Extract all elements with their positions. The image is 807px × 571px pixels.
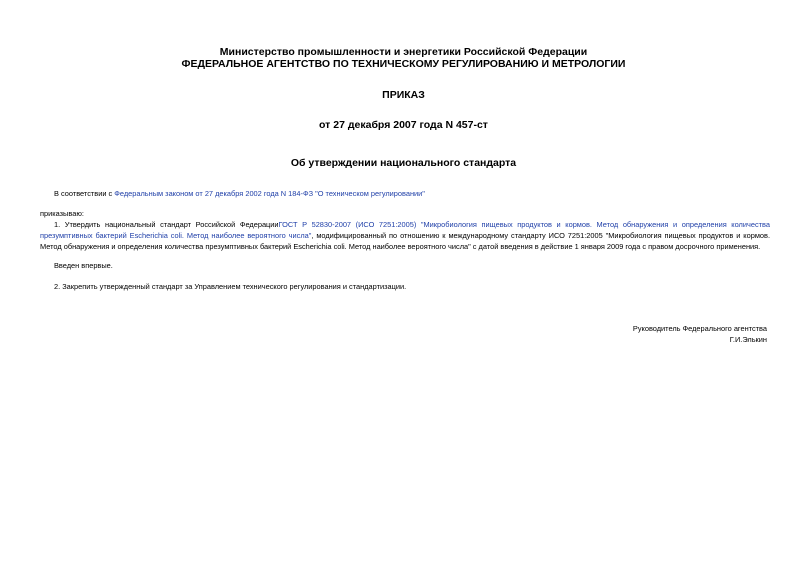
item1-suffix: , модифицированный по отношению к международному стандарту ИСО 7251:2005 "Микробиология пищевых продуктов и кормов. Метод обнаружения и определения количества презумптивных бактерий Escherichia coli. Метод наиболее вероятного числа" с датой введения в действие 1 января 2009 года с правом досрочного применения.: [40, 231, 770, 251]
federal-law-link[interactable]: Федеральным законом от 27 декабря 2002 года N 184-ФЗ "О техническом регулировании": [114, 189, 425, 198]
signatory-title: Руководитель Федерального агентства: [632, 324, 767, 333]
standard-link[interactable]: ГОСТ Р 52830-2007 (ИСО 7251:2005) "Микробиология пищевых продуктов и кормов. Метод обнаружения и определения количества презумптивных бактерий Escherichia coli. Метод наиболее вероятного числа": [40, 220, 770, 240]
signatory-name: Г.И.Элькин: [729, 335, 767, 344]
order-item-2: 2. Закрепить утвержденный стандарт за Управлением технического регулирования и стандартизации.: [54, 282, 407, 291]
introduced-note: Введен впервые.: [54, 261, 113, 270]
agency-name: ФЕДЕРАЛЬНОЕ АГЕНТСТВО ПО ТЕХНИЧЕСКОМУ РЕГУЛИРОВАНИЮ И МЕТРОЛОГИИ: [181, 58, 626, 70]
basis-paragraph: [54, 188, 774, 199]
document-date-number: от 27 декабря 2007 года N 457-ст: [319, 119, 488, 131]
basis-prefix: В соответствии с: [54, 189, 115, 198]
order-word: приказываю:: [40, 209, 84, 218]
document-type: ПРИКАЗ: [382, 89, 425, 101]
document-subject: Об утверждении национального стандарта: [290, 157, 517, 169]
order-item-1: [40, 219, 770, 252]
item1-prefix: 1. Утвердить национальный стандарт Российской Федерации: [54, 220, 279, 229]
ministry-name: Министерство промышленности и энергетики Российской Федерации: [219, 46, 588, 58]
signature-block: [633, 323, 767, 345]
